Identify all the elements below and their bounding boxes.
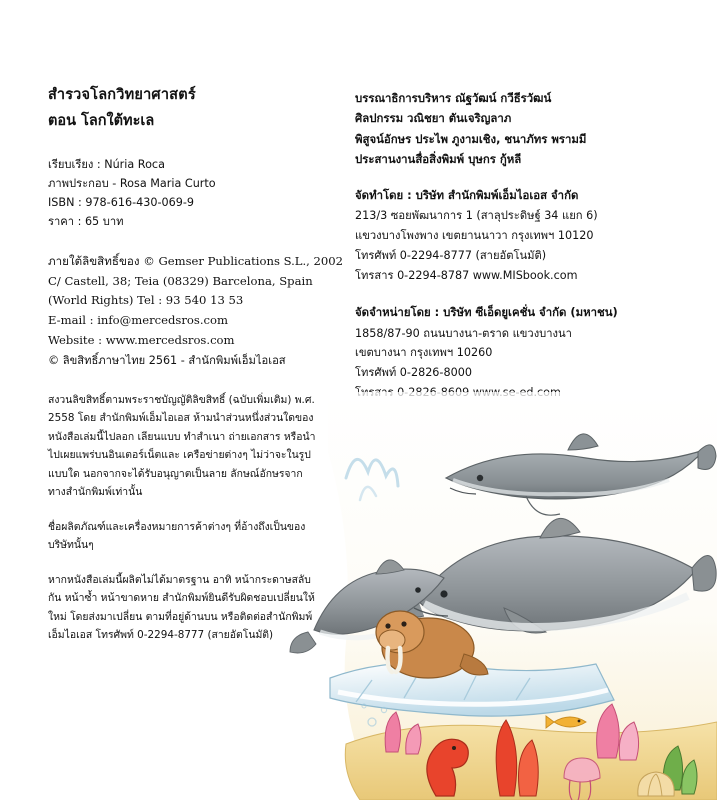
page-title: สำรวจโลกวิทยาศาสตร์ <box>48 87 196 103</box>
legal-paragraph-trademark: ชื่อผลิตภัณฑ์และเครื่องหมายการค้าต่างๆ ที่อ้างถึงเป็นของบริษัทนั้นๆ <box>48 520 306 552</box>
rights-email: E-mail : info@mercedsros.com <box>48 313 228 328</box>
legal-paragraph-defects: หากหนังสือเล่มนี้ผลิตไม่ได้มาตรฐาน อาทิ หน้ากระดาษสลับกัน หน้าซ้ำ หน้าขาดหาย สำนักพิมพ์ยินดีรับผิดชอบเปลี่ยนให้ใหม่ โดยส่งมาเปลี่ยน ตามที่อยู่ด้านบน หรือติดต่อสำนักพิมพ์เอ็มไอเอส โทรศัพท์ 0-2294-8777 (สายอัตโนมัติ) <box>48 573 315 642</box>
spacer <box>355 169 655 185</box>
publisher-heading: จัดทำโดย : บริษัท สำนักพิมพ์เอ็มไอเอส จำกัด <box>355 188 579 203</box>
rights-block <box>48 252 344 371</box>
distributor-address-1: 1858/87-90 ถนนบางนา-ตราด แขวงบางนา <box>355 326 572 340</box>
rights-website: Website : www.mercedsros.com <box>48 333 235 348</box>
distributor-block <box>355 302 655 403</box>
rights-line-1: ภายใต้ลิขสิทธิ์ของ © Gemser Publications S.L., 2002 <box>48 253 344 268</box>
staff-proofreader: พิสูจน์อักษร ประไพ ภูงามเชิง, ชนาภัทร พรามมี <box>355 131 587 146</box>
staff-print-coordinator: ประสานงานสื่อสิ่งพิมพ์ บุษกร กู้หลี <box>355 151 522 166</box>
distributor-heading: จัดจำหน่ายโดย : บริษัท ซีเอ็ดยูเคชั่น จำกัด (มหาชน) <box>355 305 618 320</box>
publisher-block <box>355 185 655 286</box>
credit-isbn: ISBN : 978-616-430-069-9 <box>48 196 195 210</box>
right-column <box>355 88 655 403</box>
legal-paragraph-copyright: สงวนลิขสิทธิ์ตามพระราชบัญญัติลิขสิทธิ์ (ฉบับเพิ่มเติม) พ.ศ. 2558 โดย สำนักพิมพ์เอ็มไอเอส ห้ามนำส่วนหนึ่งส่วนใดของหนังสือเล่มนี้ไปลอก เลียนแบบ ทำสำเนา ถ่ายเอกสาร หรือนำไปเผยแพร่บนอินเตอร์เน็ตและ เครือข่ายต่างๆ ไม่ว่าจะในรูปแบบใด นอกจากจะได้รับอนุญาตเป็นลาย ลักษณ์อักษรจากทางสำนักพิมพ์เท่านั้น <box>48 393 316 499</box>
publisher-phone: โทรศัพท์ 0-2294-8777 (สายอัตโนมัติ) <box>355 249 547 263</box>
publisher-address-2: แขวงบางโพงพาง เขตยานนาวา กรุงเทพฯ 10120 <box>355 229 594 243</box>
staff-art: ศิลปกรรม วณิชยา ตันเจริญลาภ <box>355 111 512 126</box>
credit-author: เรียบเรียง : Núria Roca <box>48 157 165 171</box>
distributor-address-2: เขตบางนา กรุงเทพฯ 10260 <box>355 346 493 360</box>
credit-illustrator: ภาพประกอบ - Rosa Maria Curto <box>48 176 216 190</box>
distributor-phone: โทรศัพท์ 0-2826-8000 <box>355 366 472 380</box>
publisher-fax-website: โทรสาร 0-2294-8787 www.MISbook.com <box>355 269 578 283</box>
page-subtitle: ตอน โลกใต้ทะเล <box>48 112 155 129</box>
staff-editor-in-chief: บรรณาธิการบริหาร ณัฐวัฒน์ กวีธีรวัฒน์ <box>355 91 552 105</box>
undersea-illustration <box>268 392 717 800</box>
rights-thai: © ลิขสิทธิ์ภาษาไทย 2561 - สำนักพิมพ์เอ็มไอเอส <box>48 354 286 368</box>
credits-block <box>48 155 323 232</box>
credit-price: ราคา : 65 บาท <box>48 215 124 229</box>
publisher-address-1: 213/3 ซอยพัฒนาการ 1 (สาลุประดิษฐ์ 34 แยก 6) <box>355 209 598 223</box>
rights-line-3: (World Rights) Tel : 93 540 13 53 <box>48 293 244 308</box>
rights-line-2: C/ Castell, 38; Teia (08329) Barcelona, Spain <box>48 273 313 288</box>
spacer <box>355 286 655 302</box>
staff-block <box>355 88 655 169</box>
